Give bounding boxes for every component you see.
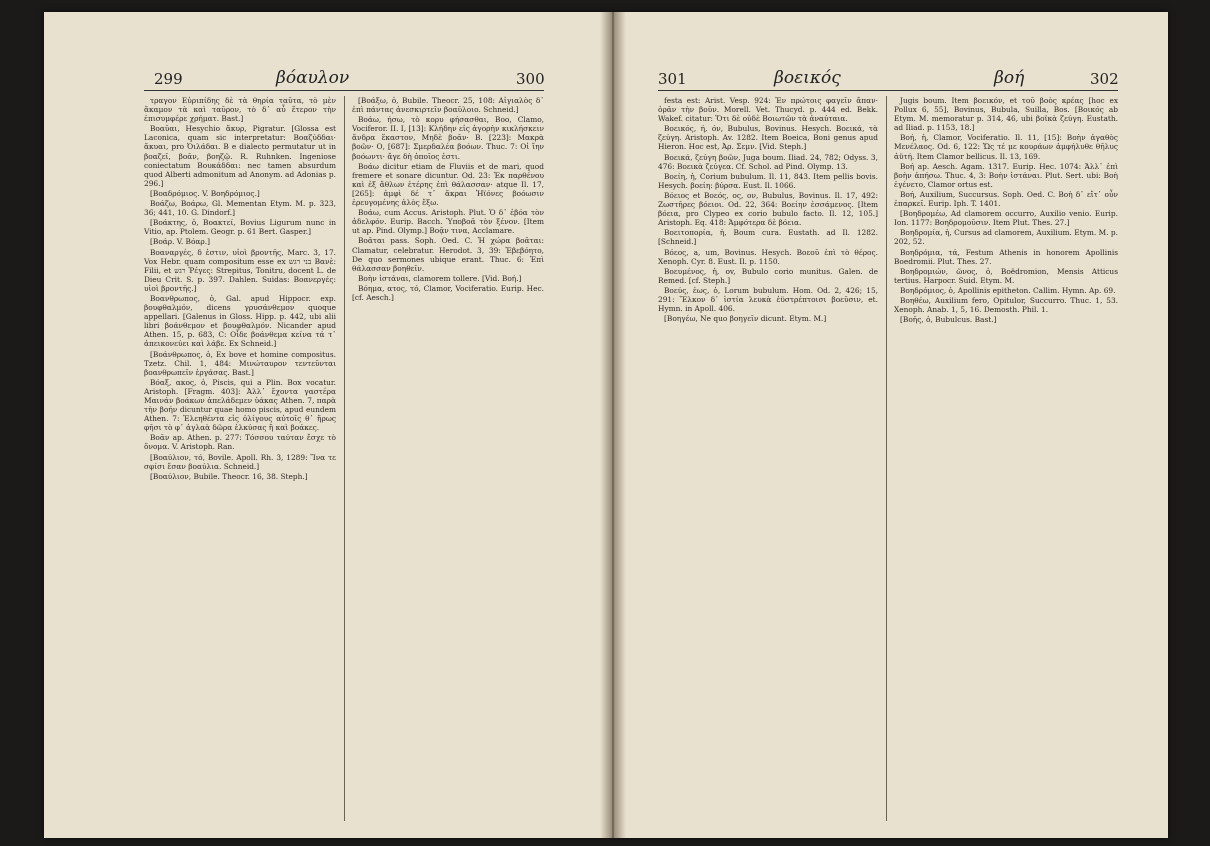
book-spread — [44, 12, 1168, 838]
entry-text: Βοηδρομία, ἡ, Cursus ad clamorem, Auxilium. Etym. M. p. 202, 52. — [894, 228, 1118, 247]
left-page — [44, 12, 604, 838]
entry-text: [Βοαύλιον, Bubile. Theocr. 16, 38. Steph.] — [150, 471, 308, 481]
page-number: 300 — [516, 70, 545, 88]
column-divider — [886, 96, 887, 821]
entry-text: [Βοαδρόμιος. V. Βοηδρόμιος.] — [150, 188, 260, 198]
entry-text: Βοή, ἡ, Clamor, Vociferatio. Il. 11, [15]: Βοὴν ἀγαθὸς Μενέλαος. Od. 6, 122: Ὥς τέ με κουράων ἀμφήλυθε θῆλυς ἀϋτή. Item Clamor bellicus. Il. 13, 169. — [894, 133, 1118, 161]
header-rule — [658, 90, 1118, 91]
entry-text: [Βοηγέω, Ne quo βοηγεῖν dicunt. Etym. M.] — [664, 314, 827, 324]
column-divider — [344, 96, 345, 821]
right-page-column-b — [894, 96, 1118, 826]
entry-text: Βοάζω, Boάρω, Gl. Mementan Etym. M. p. 323, 36; 441, 10. G. Dindorf.] — [144, 199, 336, 218]
entry-text: Βοαῦαι, Hesychio ἄκυρ, Pigratur. [Glossa est Laconica, quam sic interpretatur: Βοαζύδδαι· ἄκυαι, pro Ὀιλάδαι. B e dialecto permutatur ut in βοαζεῖ, βοᾶν, βοηζῷ. R. Ruhnken. Ingeniose coniectatum Βουκάδδαι: nec tamen absurdum quod Alberti admonitum ad Anonym. ad Adonias p. 296.] — [144, 124, 336, 188]
entry-text: Jugis boum. Item βοεικόν, et τοῦ βοὸς κρέας [hoc ex Pollux 6, 55], Bovinus, Bubula, Suilla, Bos. [Βοικός ab Etym. M. memoratur p. 314, 46, ubi βοϊκὰ ζεύγη. Eustath. ad Iliad. p. 1153, 18.] — [894, 96, 1118, 133]
entry-text: Βοάω dicitur etiam de Fluviis et de mari, quod fremere et sonare dicuntur. Od. 23: Ἐκ παρθένου καὶ ἐξ ἄθλων ἑτέρης ἐπὶ θάλασσαν· atque Il. 17, [265]: ἀμφὶ δέ τ᾽ ἄκραι Ἠϊόνες βοόωσιν ἐρευγομένης ἁλὸς ἔξω. — [352, 161, 544, 208]
entry-text: Βόαξ, ακος, ὁ, Piscis, qui a Plin. Box vocatur. Aristoph. [Fragm. 403]: Ἀλλ᾽ ἔχοντα γαστέρα Μαινάν βοάκων ἀπελάδεμεν ὑάκας Athen. 7, παρὰ τὴν βοήν dicuntur quae homo piscis, apud eundem Athen. 7: Ἐλεηθέντα εἰς ὀλίγους αὐτοῖς θ᾽ ἤρως φῆσι τὸ φ᾽ ἀγλαὰ δῶρα ἑλκύσας ἢ καὶ βοάκες. — [144, 377, 336, 433]
entry-text: Βοὴν ἱστάναι, clamorem tollere. [Vid. Βοή.] — [358, 273, 522, 283]
right-page-header — [624, 68, 1168, 90]
entry-text: Βοᾶται pass. Soph. Oed. C. Ἡ χώρα βοᾶται: Clamatur, celebratur. Herodot. 3, 39: Ἐβεβόητο, De quo sermones ubique erant. Thuc. 6: Ἐπὶ θάλασσαν βοηθεῖν. — [352, 236, 544, 273]
entry-text: Βοάω, ήσω, τὸ κορυ φήσασθαι, Boo, Clamo, Vociferor. II. I, [13]: Κλήδην εἰς ἀγορὴν κικλήσκειν ἄνδρα ἕκαστον, Μηδὲ βοᾶν· Β. [223]: Μακρὰ βοῶν· Ο, [687]: Σμερδαλέα βοόων. Thuc. 7: Οἱ ἴην βοόωντι· ἄγε δὴ ὁποῖος ἐστι. — [352, 115, 544, 161]
book-gutter — [600, 12, 626, 838]
entry-text: τραγον Εὐριπίδης δὲ τὰ θηρία ταῦτα, τὸ μὲν ἄκαμον τὰ καὶ ταῦρον, τὸ δ᾽ αὖ ἕτερον τὴν ἐπισυμφέρε χρήματ. Bast.] — [144, 96, 336, 124]
left-page-column-a — [144, 96, 336, 826]
entry-text: Βοείη, ἡ, Corium bubulum. Il. 11, 843. Item pellis bovis. Hesych. βοείη: βύρσα. Eust. Il. 1066. — [658, 171, 878, 190]
entry-text: Βοηδρομιών, ῶνος, ὁ, Boëdromion, Mensis Atticus tertius. Harpocr. Suid. Etym. M. — [894, 266, 1118, 285]
entry-text: [Βοηδρομέω, Ad clamorem occurro, Auxilio venio. Eurip. Ion. 1177: Βοηδρομοῦσιν. Item Plut. Thes. 27.] — [894, 209, 1118, 228]
left-page-column-b — [352, 96, 544, 826]
entry-text: Βοή ap. Aesch. Agam. 1317. Eurip. Hec. 1074: Ἀλλ᾽ ἐπὶ βοὴν ἀπήσω. Thuc. 4, 3: Βοὴν ἱστάναι. Plut. Sert. ubi: Βοὴ ἐγένετο, Clamor ortus est. — [894, 161, 1118, 189]
entry-text: Βοή, Auxilium, Succursus. Soph. Oed. C. Βοὴ δ᾽ εἴτ᾽ οὖν ἐπαρκεῖ. Eurip. Iph. T. 1401. — [894, 189, 1118, 209]
running-headword: βόαυλον — [276, 68, 350, 88]
right-page — [624, 12, 1168, 838]
entry-text: [Βοάρ. V. Βόαρ.] — [150, 237, 210, 247]
entry-text: Βόημα, ατος, τό, Clamor, Vociferatio. Eurip. Hec. [cf. Aesch.] — [352, 283, 544, 302]
header-rule — [144, 90, 544, 91]
entry-text: [Βοάξω, ὁ, Bubile. Theocr. 25, 108: Αἰγιαλὸς δ᾽ ἐπὶ πάντας ἀνεσκιρτεῖν βοαῦλοιο. Schneid.] — [352, 96, 544, 115]
entry-text: Βοᾶν ap. Athen. p. 277: Τόσσου ταύταν ἔσχε τὸ ὄνομα. V. Aristoph. Ran. — [144, 433, 336, 452]
page-number: 302 — [1090, 70, 1119, 88]
entry-text: Βοευμένος, ἡ, ov, Bubulo corio munitus. Galen. de Remed. [cf. Steph.] — [658, 266, 878, 285]
entry-text: Βοάω, cum Accus. Aristoph. Plut. Ὁ δ᾽ ἐβόα τὸν ἀδελφόν. Eurip. Bacch. Ὑποβοᾶ τὸν ξένον. [Item ut ap. Pind. Olymp.] Βοᾷν τινα, Acclamare. — [352, 208, 544, 236]
entry-text: Βοεικά, ζεύγη βοῶν, Juga boum. Iliad. 24, 782; Odyss. 3, 476: Βοεικὰ ζεύγεα. Cf. Schol. ad Pind. Olymp. 13. — [658, 152, 878, 171]
running-headword: βοή — [994, 68, 1025, 88]
entry-text: Βοανθρωπος, ὁ, Gal. apud Hippocr. exp. βουφθαλμόν, dicens γρυσάνθεμον quoque appellari. [Galenus in Gloss. Hipp. p. 442, ubi alii libri βοάνθεμον et βουφθαλμόν. Nicander apud Athen. 15, p. 683, C: Οἶδε βοάνθεμα κείνα τά τ᾽ ἀπεικονεύει καὶ λάβε. Ex Schneid.] — [144, 293, 336, 349]
running-headword: βοεικός — [774, 68, 841, 88]
entry-text: Βοεύς, ἐως, ὁ, Lorum bubulum. Hom. Od. 2, 426; 15, 291: Ἕλκον δ᾽ ἱστία λευκὰ ἐϋστρέπτοισι βοεῦσιν, et. Hymn. in Apoll. 406. — [658, 285, 878, 314]
page-number: 301 — [658, 70, 687, 88]
entry-text: Βοειτοπορία, ἡ, Boum cura. Eustath. ad Il. 1282. [Schneid.] — [658, 228, 878, 247]
entry-text: Βοηδρόμιος, ὁ, Apollinis epitheton. Callim. Hymn. Ap. 69. — [900, 285, 1116, 295]
entry-text: festa est: Arist. Vesp. 924: Ἐν πρώτοις φαγεῖν ἄπαν· ὁρᾶν τὴν βοῦν. Morell. Vet. Thucyd. p. 444 ed. Bekk. Wakef. citatur: Ὅτι δὲ οὐδὲ Βοιωτῶν τὰ ἀναύταια. — [658, 96, 878, 124]
entry-text: Βοηδρόμια, τά, Festum Athenis in honorem Apollinis Boedromii. Plut. Thes. 27. — [894, 247, 1118, 266]
right-page-column-a — [658, 96, 878, 826]
entry-text: Βόεος, a, um, Bovinus. Hesych. Βοεοῦ ἐπὶ τὸ θέρος. Xenoph. Cyr. 8. Eust. Il. p. 1150. — [658, 247, 878, 266]
entry-text: [Βοῆς, ὁ, Bubulcus. Bast.] — [900, 315, 997, 325]
entry-text: [Βοάκτης, ὁ, Βοακτεί, Bovius Ligurum nunc in Vitio, ap. Ptolem. Geogr. p. 61 Bert. Gasper.] — [144, 218, 336, 237]
entry-text: Βοαναργές, δ ἐστιν, υἱοὶ βροντῆς, Marc. 3, 17. Vox Hebr. quam compositum esse ex בני רגש Βανὲ: Filii, et רגש Ῥέγες: Strepitus, Tonitru, docent L. de Dieu Crit. S. p. 397. Dahlen. Suidas: Βοανεργές: υἱοὶ βροντῆς.] — [144, 247, 336, 293]
entry-text: Βοεικός, ή, όν, Bubulus, Bovinus. Hesych. Βοεικά, τὰ ζεύγη. Aristoph. Av. 1282. Item Boeica, Boni genus apud Hieron. Hoc est, Ἀρ. Σεμν. [Vid. Steph.] — [658, 124, 878, 152]
page-number: 299 — [154, 70, 183, 88]
entry-text: Βόειος et Βοεός, ος, ον, Bubulus, Bovinus. Il. 17, 492: Ζωστῆρες βόειοι. Od. 22, 364: Βοείην ἐσσάμενος. [Item βόεια, pro Clypeo ex corio bubulo facto. Il. 12, 105.] Aristoph. Eq. 418: Ἀμφότερα δὲ βόεια. — [658, 190, 878, 228]
entry-text: [Βοαύλιον, τό, Bovile. Apoll. Rh. 3, 1289: Ἵνα τε σφίσι ἔσαν βοαύλια. Schneid.] — [144, 452, 336, 471]
left-page-header — [44, 68, 604, 90]
entry-text: Βοηθέω, Auxilium fero, Opitulor, Succurro. Thuc. 1, 53. Xenoph. Anab. 1, 5, 16. Demosth. Phil. 1. — [894, 295, 1118, 315]
entry-text: [Βοάνθρωπος, ὁ, Ex bove et homine compositus. Tzetz. Chil. 1, 484: Μινώταυρον τεντεῦνται βοανθρωπεῖν ἐργάσας. Bast.] — [144, 349, 336, 377]
